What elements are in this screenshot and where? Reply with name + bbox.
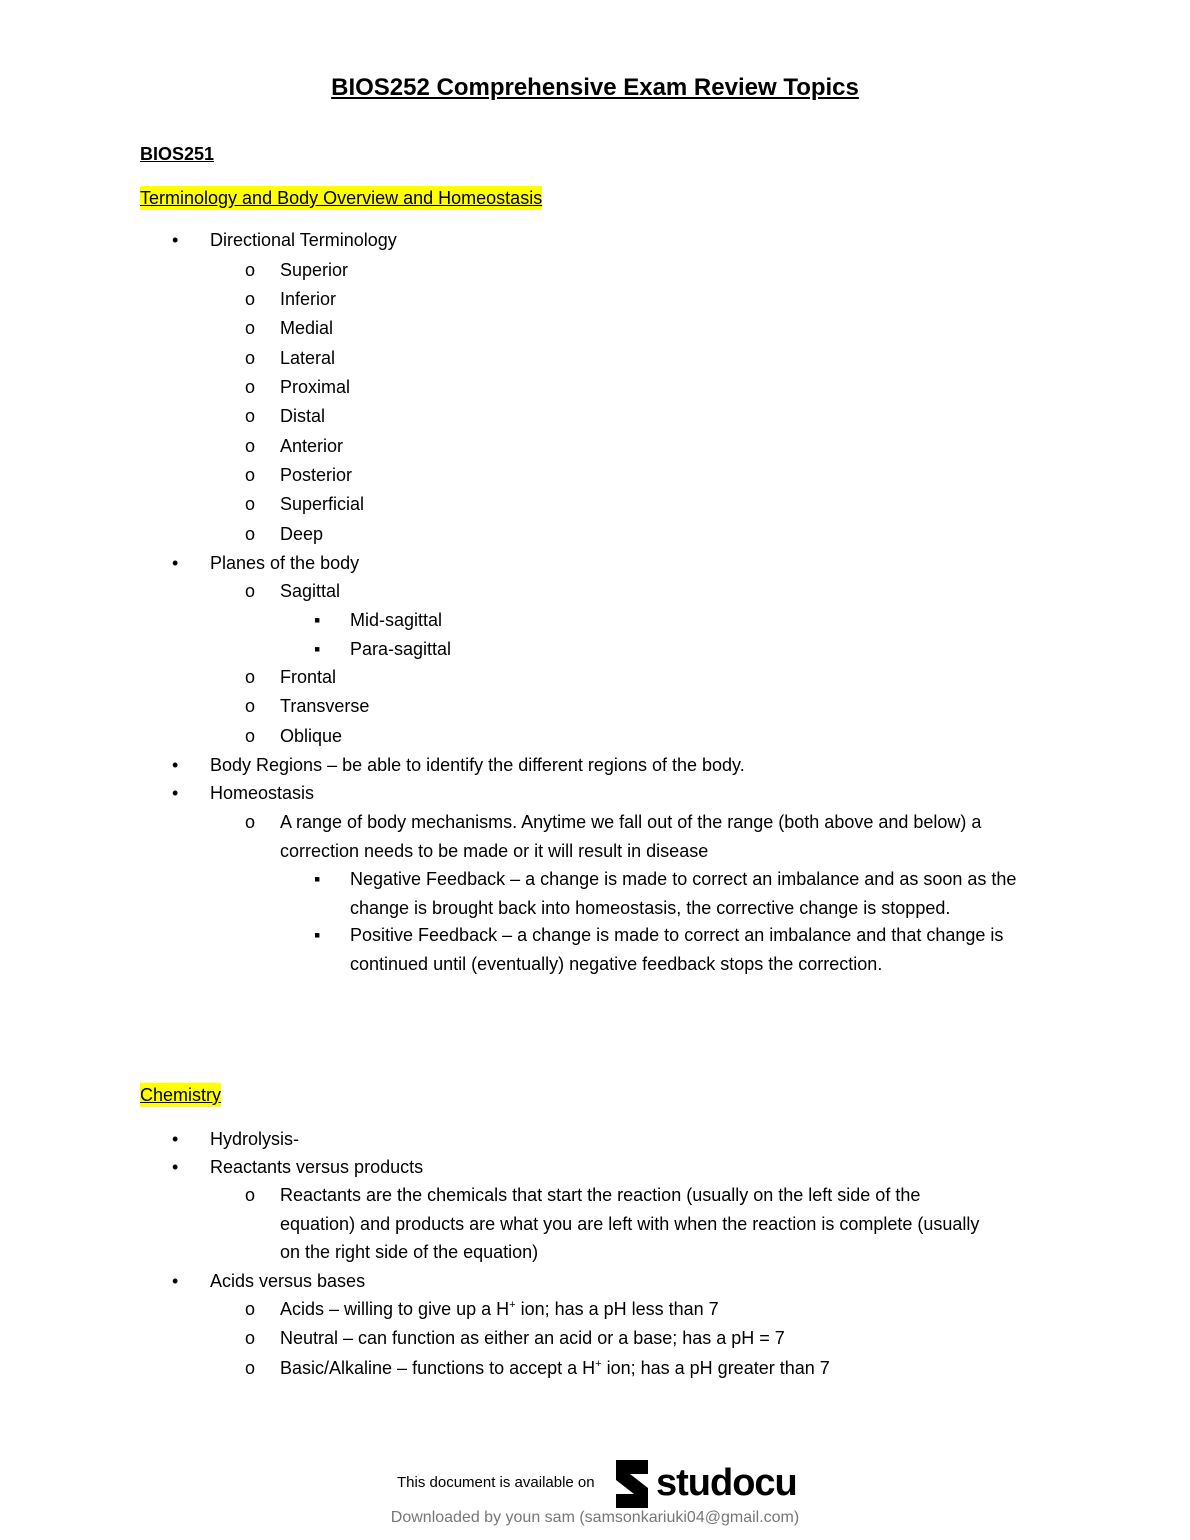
section-heading-terminology: Terminology and Body Overview and Homeostasis: [140, 188, 543, 208]
footer-available-text: This document is available on: [397, 1474, 595, 1491]
list-item: Neutral – can function as either an acid or a base; has a pH = 7: [280, 1328, 785, 1348]
list-item: Body Regions – be able to identify the different regions of the body.: [210, 755, 745, 775]
bullet: o: [245, 406, 256, 426]
list-item: Negative Feedback – a change is made to correct an imbalance and as soon as the change is brought back into homeostasis, the corrective change is stopped.: [350, 869, 1017, 918]
list-item: Lateral: [280, 348, 336, 368]
bullet: •: [172, 755, 179, 775]
list-item: Frontal: [280, 667, 337, 687]
page-title: BIOS252 Comprehensive Exam Review Topics: [331, 74, 859, 101]
bullet: o: [245, 1185, 256, 1205]
bullet: o: [245, 1299, 256, 1319]
list-item: Homeostasis: [210, 783, 315, 803]
bullet: o: [245, 812, 256, 832]
downloaded-by-text: Downloaded by youn sam (samsonkariuki04@gmail.com): [390, 1509, 800, 1526]
bullet: •: [172, 553, 179, 573]
bullet: ▪: [314, 639, 321, 659]
bullet: o: [245, 260, 256, 280]
bullet: o: [245, 465, 256, 485]
list-item: Positive Feedback – a change is made to correct an imbalance and that change is continued until (eventually) negative feedback stops the correction.: [350, 925, 1004, 974]
list-item: Deep: [280, 524, 324, 544]
list-item: Inferior: [280, 289, 337, 309]
list-item: Anterior: [280, 436, 344, 456]
list-item: Posterior: [280, 465, 353, 485]
list-item: Hydrolysis-: [210, 1129, 300, 1149]
list-item: Acids versus bases: [210, 1271, 366, 1291]
bullet: o: [245, 726, 256, 746]
bullet: •: [172, 1271, 179, 1291]
bullet: ▪: [314, 610, 321, 630]
list-item: Medial: [280, 318, 334, 338]
bullet: o: [245, 696, 256, 716]
list-item: Distal: [280, 406, 326, 426]
list-item: Reactants versus products: [210, 1157, 424, 1177]
studocu-brand[interactable]: studocu: [656, 1462, 797, 1504]
list-item: A range of body mechanisms. Anytime we fall out of the range (both above and below) a correction needs to be made or it will result in disease: [280, 812, 982, 861]
list-item: Planes of the body: [210, 553, 360, 573]
course-heading: BIOS251: [140, 144, 215, 164]
list-item: Para-sagittal: [350, 639, 452, 659]
list-item: Superficial: [280, 494, 365, 514]
bullet: o: [245, 581, 256, 601]
superscript: +: [595, 1358, 602, 1370]
bullet: ▪: [314, 925, 321, 945]
basic-text-end: ion; has a pH greater than 7: [601, 1358, 830, 1378]
acids-text: Acids – willing to give up a H: [280, 1299, 510, 1319]
bullet: o: [245, 524, 256, 544]
list-item: Superior: [280, 260, 349, 280]
list-item: Sagittal: [280, 581, 341, 601]
basic-text: Basic/Alkaline – functions to accept a H: [280, 1358, 596, 1378]
section-heading-chemistry: Chemistry: [140, 1085, 222, 1105]
bullet: o: [245, 667, 256, 687]
list-item: Mid-sagittal: [350, 610, 443, 630]
bullet: •: [172, 1157, 179, 1177]
bullet: o: [245, 377, 256, 397]
bullet: o: [245, 1328, 256, 1348]
list-item-basic: [280, 1354, 1060, 1383]
list-item-acids: [280, 1295, 1060, 1324]
bullet: o: [245, 348, 256, 368]
bullet: o: [245, 1358, 256, 1378]
list-item: Transverse: [280, 696, 370, 716]
list-item: Directional Terminology: [210, 230, 397, 250]
bullet: o: [245, 494, 256, 514]
list-item: Oblique: [280, 726, 343, 746]
bullet: ▪: [314, 869, 321, 889]
list-item: Reactants are the chemicals that start the reaction (usually on the left side of the equation) and products are what you are left with when the reaction is complete (usually on the right side of the equation): [280, 1185, 980, 1262]
list-item: Proximal: [280, 377, 351, 397]
bullet: o: [245, 436, 256, 456]
acids-text-end: ion; has a pH less than 7: [515, 1299, 719, 1319]
bullet: •: [172, 1129, 179, 1149]
bullet: •: [172, 783, 179, 803]
studocu-logo-icon: [608, 1456, 656, 1512]
superscript: +: [509, 1299, 516, 1311]
bullet: •: [172, 230, 179, 250]
bullet: o: [245, 318, 256, 338]
bullet: o: [245, 289, 256, 309]
